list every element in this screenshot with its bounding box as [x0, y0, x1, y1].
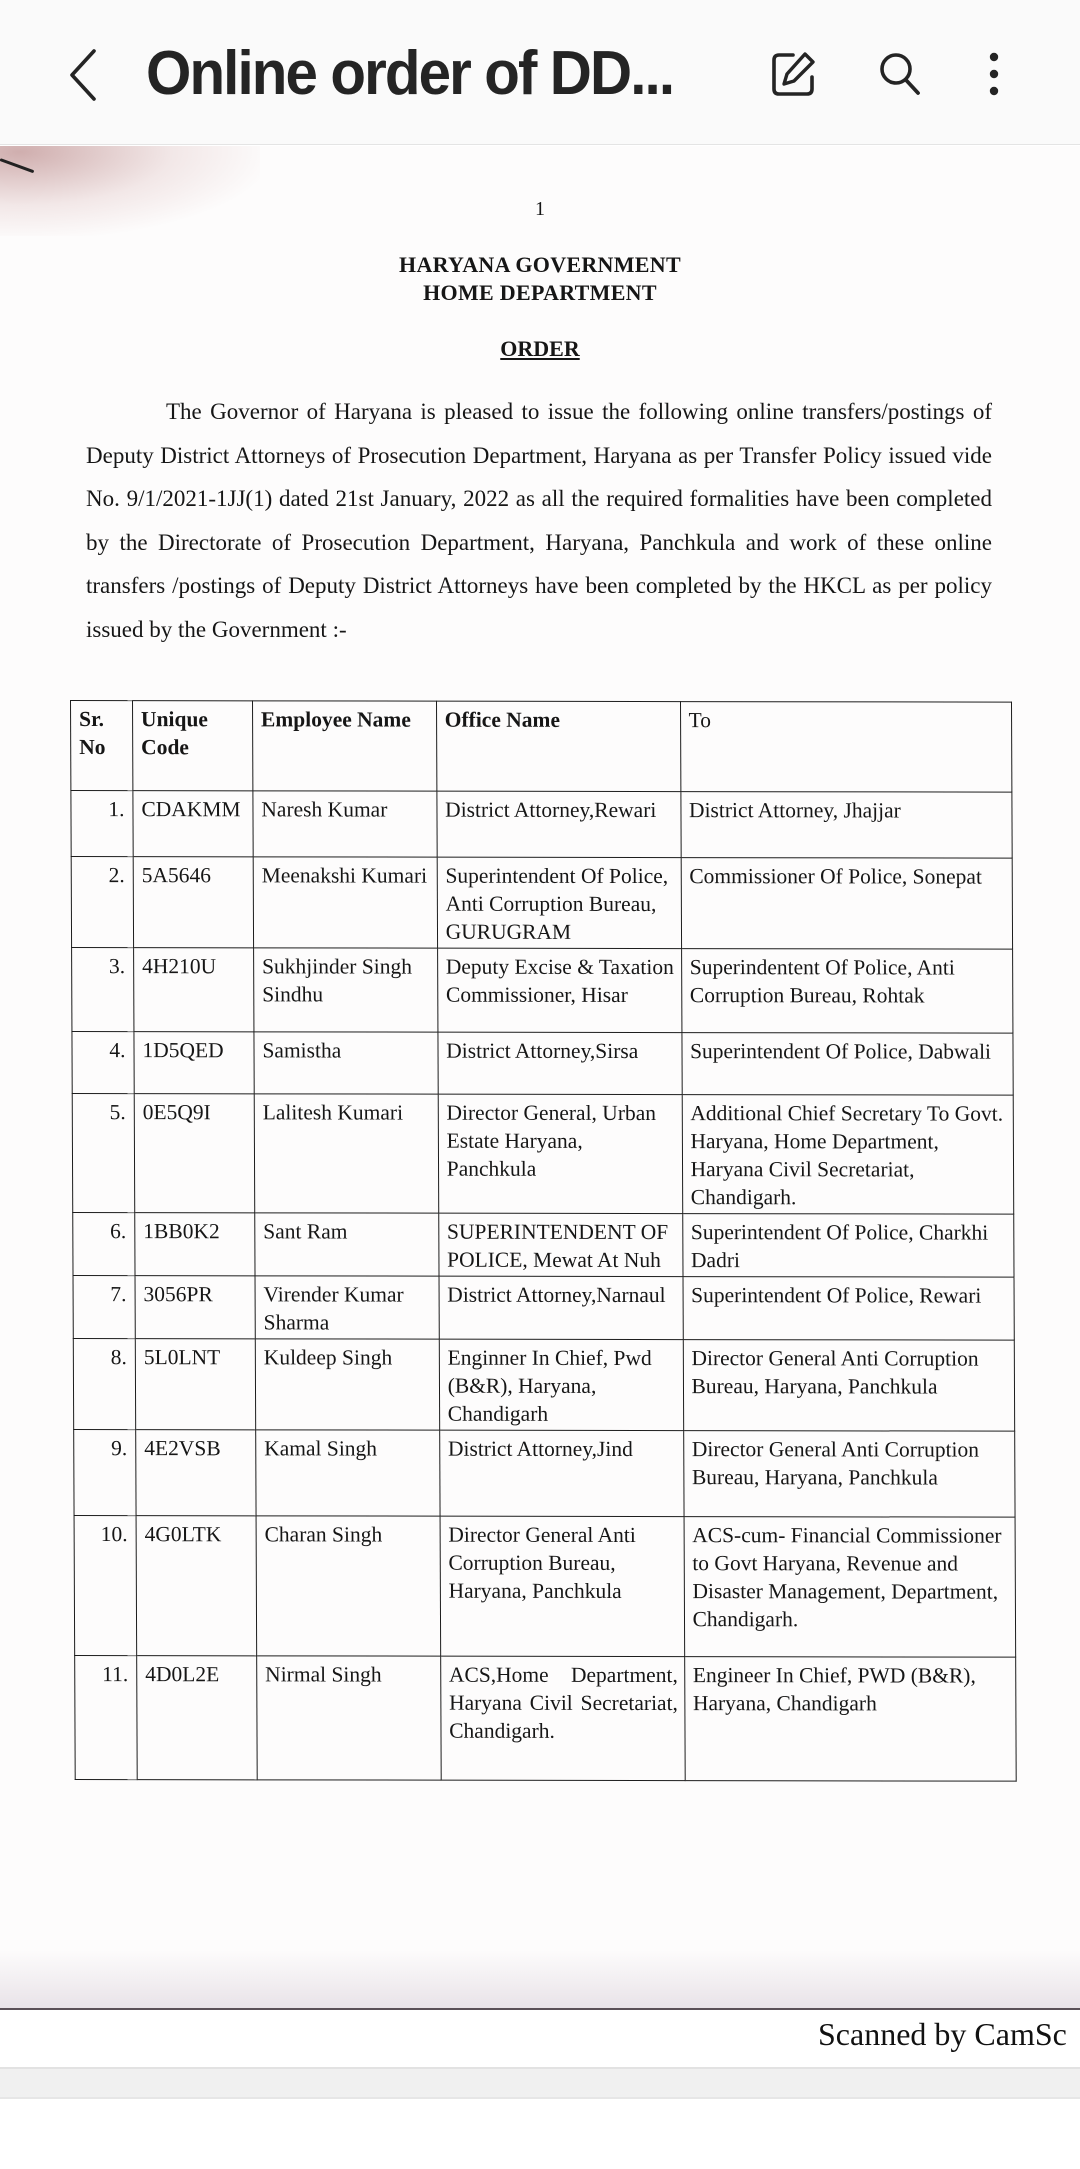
cell-to: ACS-cum- Financial Commissioner to Govt Haryana, Revenue and Disaster Management, Department, Chandigarh.: [684, 1517, 1016, 1658]
cell-to: Superintendent Of Police, Dabwali: [681, 1033, 1013, 1096]
cell-name: Sukhjinder Singh Sindhu: [253, 948, 437, 1032]
cell-sr: 3.: [72, 948, 134, 1032]
header-office-name: Office Name: [436, 701, 680, 791]
cell-office: District Attorney,Rewari: [437, 791, 681, 857]
header-to: To: [680, 702, 1012, 793]
cell-code: 1BB0K2: [135, 1213, 255, 1276]
more-vertical-icon: [984, 49, 1004, 99]
cell-to: Commissioner Of Police, Sonepat: [681, 858, 1013, 950]
cell-sr: 11.: [75, 1656, 137, 1780]
cell-office: Deputy Excise & Taxation Commissioner, Hisar: [437, 948, 681, 1032]
edit-button[interactable]: [764, 44, 824, 104]
cell-to: Superintendent Of Police, Rewari: [683, 1277, 1015, 1341]
cell-code: 4G0LTK: [136, 1516, 257, 1656]
cell-to: Engineer In Chief, PWD (B&R), Haryana, Chandigarh: [684, 1657, 1016, 1782]
page-bottom-edge: [0, 2008, 1080, 2010]
search-icon: [875, 49, 925, 99]
cell-office: Enginner In Chief, Pwd (B&R), Haryana, Chandigarh: [439, 1339, 683, 1430]
cell-sr: 7.: [73, 1276, 135, 1339]
cell-office: Superintendent Of Police, Anti Corruption Bureau, GURUGRAM: [437, 857, 681, 948]
edit-pencil-square-icon: [769, 49, 819, 99]
cell-office: District Attorney,Narnaul: [439, 1276, 683, 1339]
cell-sr: 6.: [73, 1213, 135, 1276]
back-button[interactable]: [58, 46, 108, 104]
cell-code: 3056PR: [135, 1276, 255, 1339]
scan-shadow: [0, 146, 260, 236]
cell-to: Director General Anti Corruption Bureau, Haryana, Panchkula: [683, 1431, 1015, 1518]
table-row: [72, 1094, 1014, 1215]
cell-name: Kuldeep Singh: [255, 1339, 439, 1430]
cell-code: 4H210U: [134, 948, 254, 1032]
cell-code: 5A5646: [133, 857, 253, 948]
cell-name: Samistha: [254, 1032, 438, 1094]
scan-shadow-bottom: [0, 1950, 1080, 2010]
page-separator: [0, 2067, 1080, 2099]
header-unique-code: Unique Code: [132, 701, 252, 791]
scanned-by-watermark: Scanned by CamSc: [818, 2016, 1067, 2052]
table-row: [71, 791, 1012, 859]
cell-to: Superindentent Of Police, Anti Corruption Bureau, Rohtak: [681, 949, 1013, 1034]
cell-name: Lalitesh Kumari: [254, 1094, 438, 1213]
table-row: [74, 1516, 1016, 1658]
chevron-left-icon: [66, 47, 100, 103]
table-row: [73, 1213, 1014, 1278]
order-title: ORDER: [500, 336, 580, 361]
cell-to: District Attorney, Jhajjar: [680, 792, 1012, 859]
cell-office: ACS,Home Department, Haryana Civil Secretariat, Chandigarh.: [440, 1656, 684, 1780]
cell-name: Sant Ram: [255, 1213, 439, 1276]
cell-sr: 1.: [71, 791, 133, 857]
cell-office: District Attorney,Sirsa: [438, 1032, 682, 1094]
cell-office: Director General Anti Corruption Bureau, Haryana, Panchkula: [440, 1516, 684, 1656]
cell-to: Additional Chief Secretary To Govt. Haryana, Home Department, Haryana Civil Secretariat, Chandigarh.: [682, 1095, 1014, 1215]
cell-code: 4D0L2E: [137, 1656, 258, 1780]
header-employee-name: Employee Name: [252, 701, 436, 791]
cell-name: Virender Kumar Sharma: [255, 1276, 439, 1339]
cell-code: 0E5Q9I: [134, 1094, 254, 1213]
more-options-button[interactable]: [964, 44, 1024, 104]
scanned-document-page[interactable]: [0, 146, 1080, 2010]
transfer-table: [70, 700, 1017, 1782]
document-title: Online order of DD...: [146, 39, 674, 108]
cell-sr: 5.: [72, 1094, 134, 1213]
table-row: [72, 948, 1013, 1034]
table-row: [72, 1032, 1013, 1096]
table-header-row: [71, 701, 1012, 793]
table-row: [73, 1339, 1014, 1432]
cell-office: SUPERINTENDENT OF POLICE, Mewat At Nuh: [438, 1213, 682, 1276]
table-row: [75, 1656, 1017, 1782]
cell-sr: 9.: [74, 1430, 136, 1516]
cell-sr: 10.: [74, 1516, 137, 1656]
order-paragraph: The Governor of Haryana is pleased to issue the following online transfers/postings of Deputy District Attorneys of Prosecution Department, Haryana as per Transfer Policy issued vide No. 9/1/2021-1JJ(1) dated 21st January, 2022 as all the required formalities have been completed by the Directorate of Prosecution Department, Haryana, Panchkula and work of these online transfers /postings of Deputy District Attorneys have been completed by the HKCL as per policy issued by the Government :-: [86, 399, 992, 642]
table-row: [71, 857, 1012, 950]
header-sr-no: Sr. No: [71, 701, 133, 791]
table-row: [73, 1276, 1014, 1341]
cell-to: Director General Anti Corruption Bureau, Haryana, Panchkula: [683, 1340, 1015, 1432]
cell-code: 5L0LNT: [135, 1339, 255, 1430]
cell-code: CDAKMM: [133, 791, 253, 857]
app-bar: [0, 0, 1080, 145]
cell-to: Superintendent Of Police, Charkhi Dadri: [682, 1214, 1014, 1278]
page-number: 1: [535, 198, 545, 220]
heading-department: HOME DEPARTMENT: [423, 280, 657, 305]
cell-name: Kamal Singh: [256, 1430, 440, 1516]
cell-sr: 8.: [73, 1339, 135, 1430]
cell-sr: 2.: [71, 857, 133, 948]
heading-government: HARYANA GOVERNMENT: [399, 252, 681, 277]
next-page-area: [0, 2101, 1080, 2169]
search-button[interactable]: [870, 44, 930, 104]
cell-name: Naresh Kumar: [253, 791, 437, 857]
table-row: [74, 1430, 1015, 1518]
cell-sr: 4.: [72, 1032, 134, 1094]
cell-name: Meenakshi Kumari: [253, 857, 437, 948]
cell-name: Nirmal Singh: [257, 1656, 441, 1780]
cell-code: 1D5QED: [134, 1032, 254, 1094]
cell-office: Director General, Urban Estate Haryana, Panchkula: [438, 1094, 682, 1213]
cell-name: Charan Singh: [256, 1516, 440, 1656]
cell-office: District Attorney,Jind: [439, 1430, 683, 1516]
cell-code: 4E2VSB: [136, 1430, 256, 1516]
